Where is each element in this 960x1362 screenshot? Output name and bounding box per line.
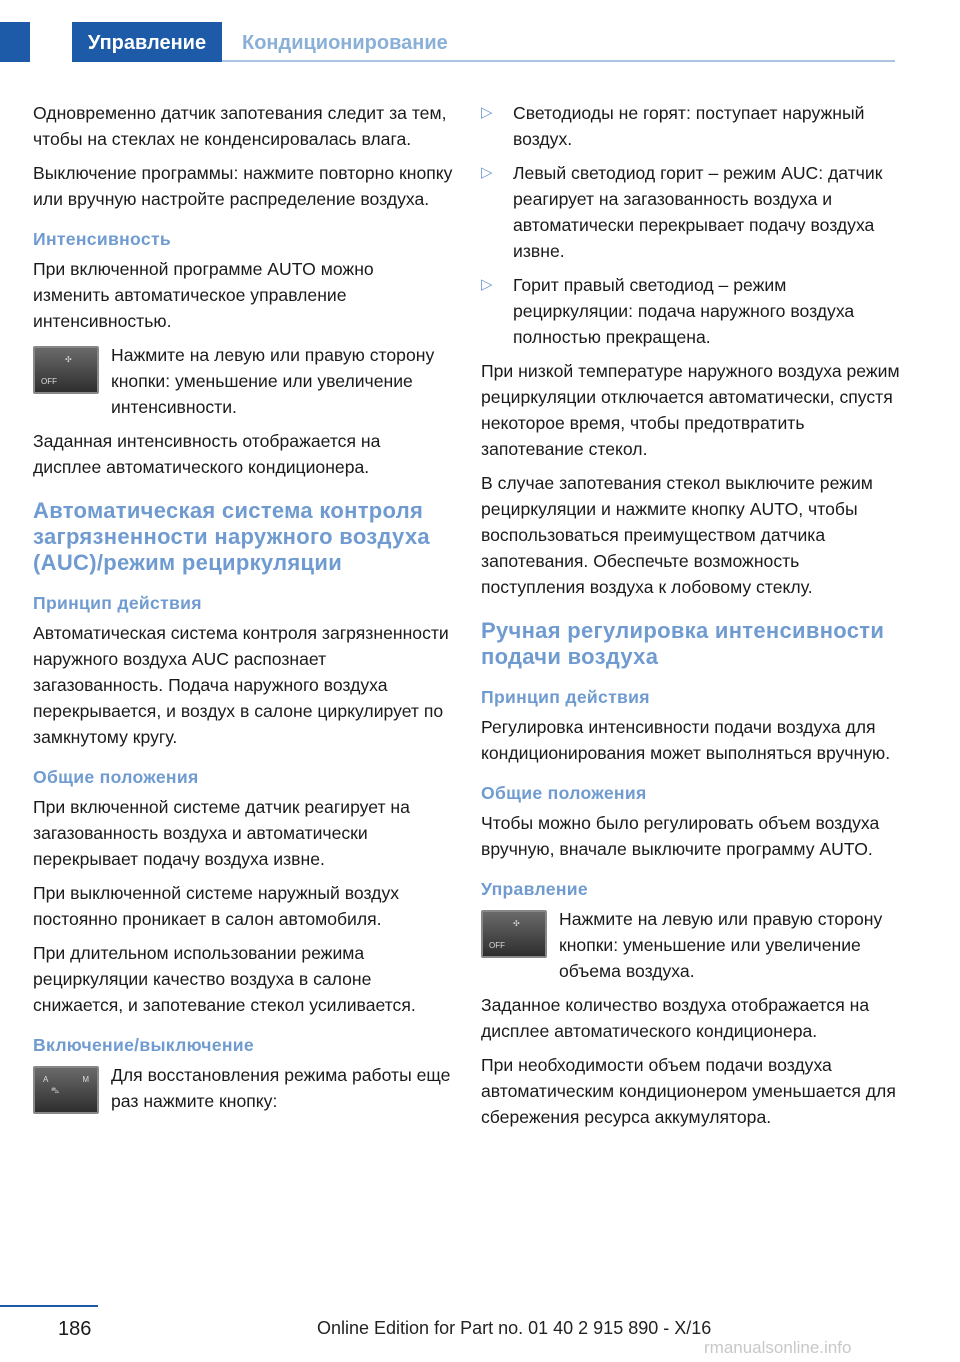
- auc-button-instruction: [33, 1062, 453, 1140]
- paragraph: Для восстановления режима работы еще раз нажмите кнопку:: [111, 1065, 451, 1111]
- heading-principle: Принцип действия: [33, 593, 202, 613]
- paragraph: При необходимости объем подачи воздуха автоматическим кондиционером уменьшается для сбережения ресурса аккумулятора.: [481, 1055, 896, 1127]
- triangle-right-icon: ▷: [481, 164, 493, 181]
- paragraph: В случае запотевания стекол выключите режим рециркуляции и нажмите кнопку AUTO, чтобы воспользоваться преимуществом датчика запотевания. Обеспечьте возможность поступления воздуха к лобовому стеклу.: [481, 473, 873, 597]
- heading-manual-intensity: Ручная регулировка интенсивности подачи воздуха: [481, 618, 885, 669]
- fan-button-instruction: [33, 342, 453, 420]
- header-accent-bar: [0, 22, 30, 62]
- fan-icon: ✣: [65, 355, 72, 364]
- header-tab-air-conditioning[interactable]: Кондиционирование: [242, 32, 448, 54]
- watermark: rmanualsonline.info: [704, 1338, 852, 1357]
- led-status-list: [481, 100, 901, 350]
- list-item: ▷ Левый светодиод горит – режим AUC: датчик реагирует на загазованность воздуха и автоматически перекрывает подачу воздуха извне.: [481, 160, 901, 264]
- list-item: ▷ Светодиоды не горят: поступает наружный воздух.: [481, 100, 901, 152]
- edition-text: Online Edition for Part no. 01 40 2 915 890 - X/16: [317, 1318, 712, 1338]
- paragraph: При длительном использовании режима рециркуляции качество воздуха в салоне снижается, и запотевание стекол усиливается.: [33, 943, 416, 1015]
- auc-button-image: [33, 1066, 99, 1114]
- heading-auc: Автоматическая система контроля загрязненности наружного воздуха (AUC)/режим рециркуляции: [33, 498, 430, 575]
- heading-control: Управление: [481, 879, 588, 899]
- paragraph: Выключение программы: нажмите повторно кнопку или вручную настройте распределение воздуха.: [33, 163, 453, 209]
- paragraph: Автоматическая система контроля загрязненности наружного воздуха AUC распознает загазованность. Подача наружного воздуха перекрывается, и воздух в салоне циркулирует по замкнутому кругу.: [33, 623, 449, 747]
- fan-button-image: [33, 346, 99, 394]
- paragraph: При выключенной системе наружный воздух постоянно проникает в салон автомобиля.: [33, 883, 400, 929]
- heading-general: Общие положения: [33, 767, 199, 787]
- paragraph: Одновременно датчик запотевания следит за тем, чтобы на стеклах не конденсировалась влага.: [33, 103, 447, 149]
- off-label: OFF: [489, 941, 505, 950]
- m-label: M: [82, 1075, 89, 1084]
- page-number: 186: [58, 1318, 92, 1340]
- triangle-right-icon: ▷: [481, 276, 493, 293]
- heading-intensity: Интенсивность: [33, 229, 171, 249]
- left-column: [33, 100, 453, 1148]
- paragraph: Нажмите на левую или правую сторону кнопки: уменьшение или увеличение интенсивности.: [111, 345, 435, 417]
- car-recirculation-icon: ⛍: [51, 1086, 60, 1095]
- paragraph: При низкой температуре наружного воздуха режим рециркуляции отключается автоматически, спустя некоторое время, чтобы предотвратить запотевание стекол.: [481, 361, 900, 459]
- paragraph: При включенной системе датчик реагирует на загазованность воздуха и автоматически перекрывает подачу воздуха извне.: [33, 797, 410, 869]
- fan-icon: ✣: [513, 919, 520, 928]
- right-column: [481, 100, 901, 1138]
- list-item: ▷ Горит правый светодиод – режим рециркуляции: подача наружного воздуха полностью прекращена.: [481, 272, 901, 350]
- a-label: A: [43, 1075, 49, 1084]
- footer-accent-line: [0, 1305, 98, 1307]
- paragraph: Регулировка интенсивности подачи воздуха для кондиционирования может выполняться вручную.: [481, 717, 891, 763]
- heading-on-off: Включение/выключение: [33, 1035, 254, 1055]
- off-label: OFF: [41, 377, 57, 386]
- header-divider: [222, 60, 895, 62]
- paragraph: Нажмите на левую или правую сторону кнопки: уменьшение или увеличение объема воздуха.: [559, 909, 883, 981]
- fan-button-image: [481, 910, 547, 958]
- paragraph: При включенной программе AUTO можно изменить автоматическое управление интенсивностью.: [33, 259, 374, 331]
- fan-button-instruction: [481, 906, 901, 984]
- heading-principle: Принцип действия: [481, 687, 650, 707]
- heading-general: Общие положения: [481, 783, 647, 803]
- triangle-right-icon: ▷: [481, 104, 493, 121]
- paragraph: Заданное количество воздуха отображается на дисплее автоматического кондиционера.: [481, 995, 870, 1041]
- paragraph: Чтобы можно было регулировать объем воздуха вручную, вначале выключите программу AUTO.: [481, 813, 880, 859]
- paragraph: Заданная интенсивность отображается на дисплее автоматического кондиционера.: [33, 431, 381, 477]
- header-tab-control[interactable]: Управление: [72, 22, 222, 62]
